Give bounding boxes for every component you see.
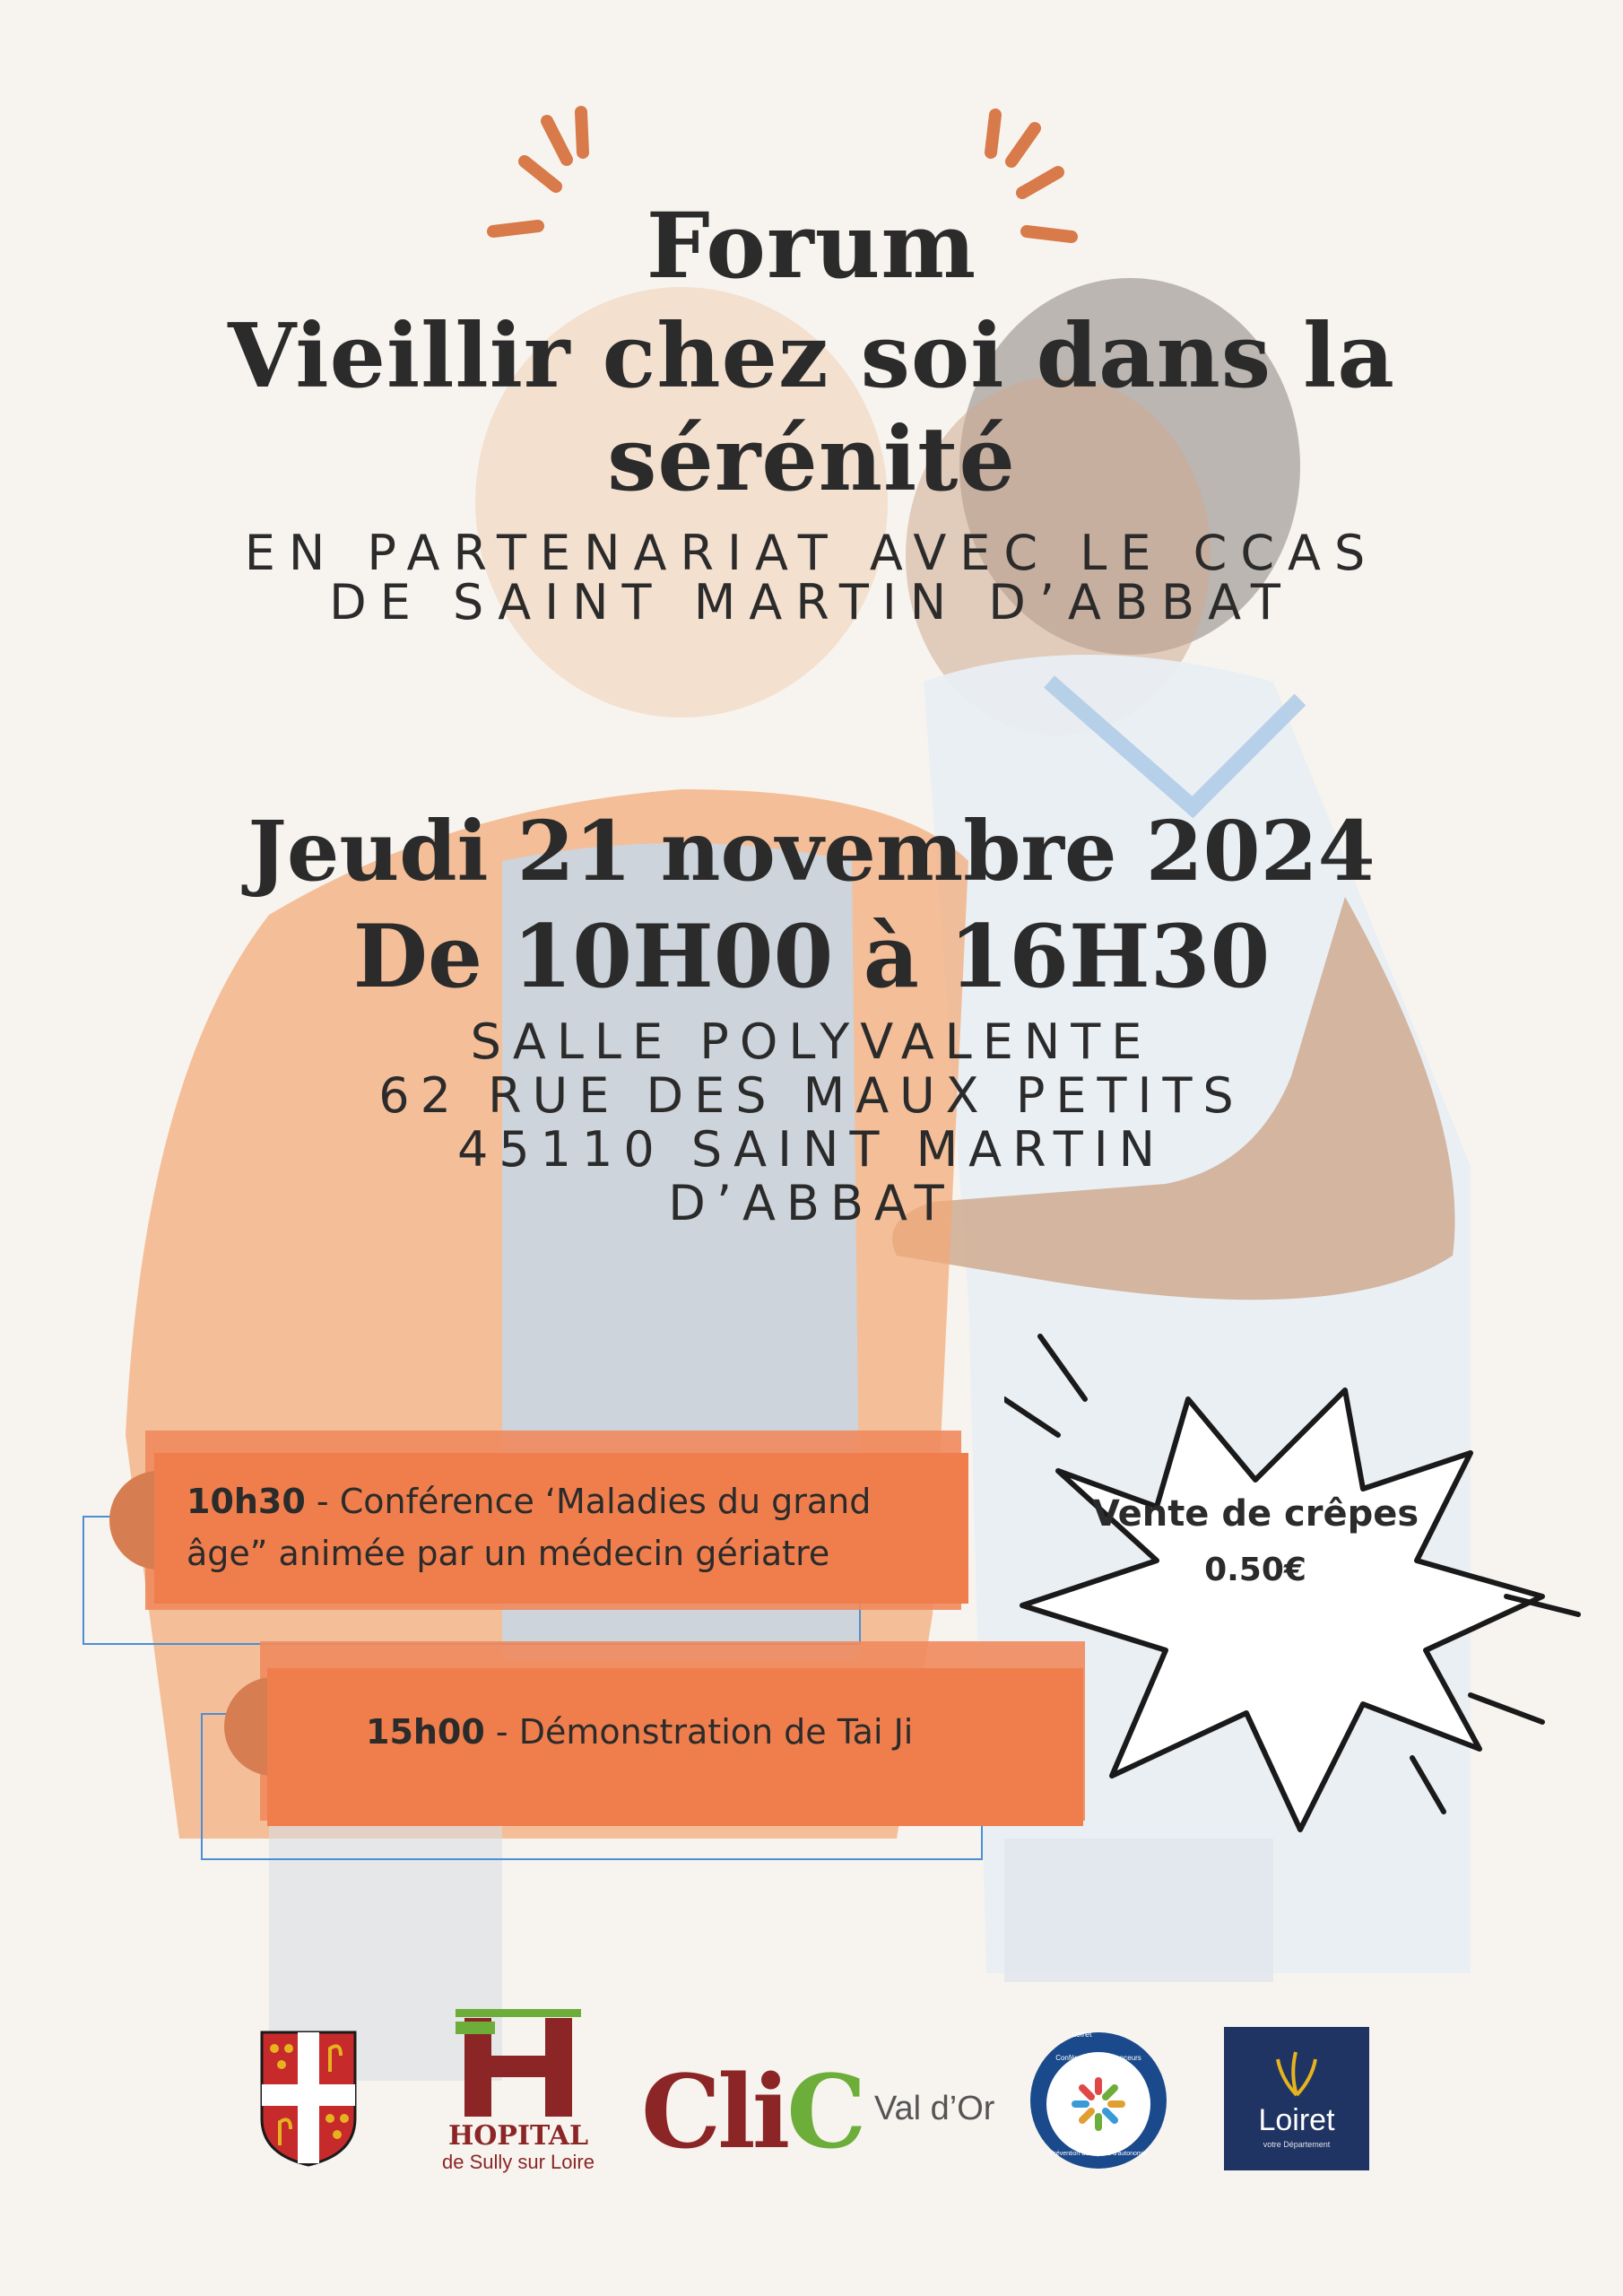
- schedule-card: [154, 1453, 968, 1604]
- schedule-time: 10h30: [187, 1482, 306, 1521]
- coat-of-arms-logo: [258, 2029, 359, 2168]
- title-line-3: sérénité: [607, 408, 1016, 511]
- loiret-subtitle: votre Département: [1263, 2140, 1331, 2149]
- address-line: 45110 SAINT MARTIN: [456, 1121, 1167, 1178]
- schedule-separator: -: [305, 1482, 340, 1521]
- event-date: Jeudi 21 novembre 2024: [247, 803, 1376, 900]
- speech-burst: [1004, 1327, 1596, 1883]
- title-line-2: Vieillir chez soi dans la: [228, 305, 1395, 408]
- address-line: 62 RUE DES MAUX PETITS: [378, 1067, 1245, 1124]
- loiret-name: Loiret: [1258, 2103, 1335, 2137]
- schedule-card: [267, 1668, 1083, 1826]
- schedule-text-line2: âge” animée par un médecin gériatre: [187, 1534, 830, 1573]
- schedule-time: 15h00: [366, 1712, 485, 1752]
- event-time: De 10H00 à 16H30: [352, 906, 1271, 1007]
- clic-logo: CliC: [641, 2054, 864, 2171]
- title-forum: Forum: [646, 193, 977, 299]
- clic-subtitle: Val d’Or: [874, 2090, 995, 2127]
- cf-arc-label-2: Prévention de la perte d'autonomie: [1049, 2151, 1148, 2157]
- schedule-separator: -: [484, 1712, 519, 1752]
- crepes-price: 0.50€: [1204, 1552, 1306, 1588]
- address-line: SALLE POLYVALENTE: [470, 1013, 1153, 1070]
- hopital-subtitle: de Sully sur Loire: [442, 2151, 595, 2173]
- schedule-text: Conférence ‘Maladies du grand: [339, 1482, 872, 1521]
- cf-top-label: Loiret: [1072, 2030, 1092, 2039]
- cf-arc-label-1: Conférence des financeurs: [1055, 2054, 1141, 2062]
- loiret-logo: [1224, 2027, 1369, 2170]
- partner-line-2: DE SAINT MARTIN D’ABBAT: [329, 574, 1294, 631]
- hopital-h-logo: [447, 2009, 590, 2117]
- schedule-text: Démonstration de Tai Ji: [518, 1712, 914, 1752]
- address-line: D’ABBAT: [668, 1175, 955, 1231]
- hopital-name: HOPITAL: [447, 2120, 589, 2152]
- partner-line-1: EN PARTENARIAT AVEC LE CCAS: [244, 525, 1379, 581]
- loiret-emblem-icon: [1274, 2043, 1319, 2097]
- crepes-sale-label: Vente de crêpes: [1091, 1493, 1419, 1535]
